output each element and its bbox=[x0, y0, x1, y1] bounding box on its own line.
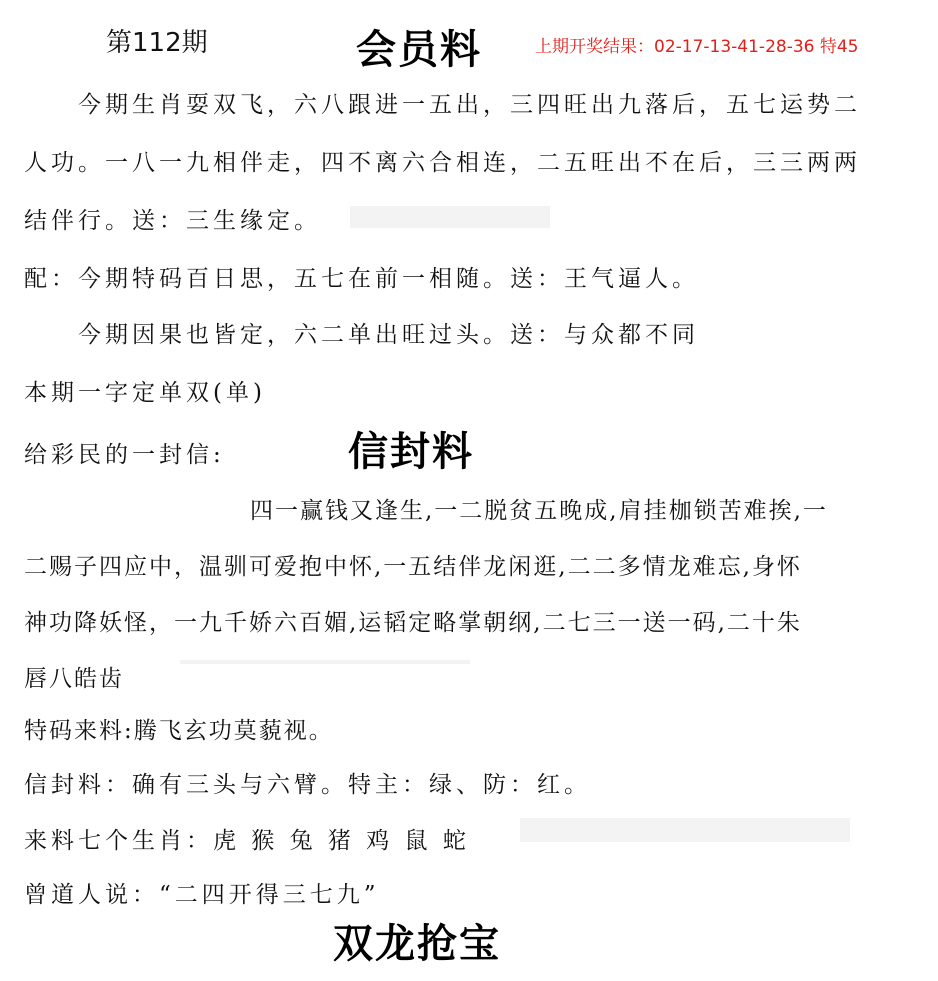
zodiac-list: 来料七个生肖：虎 猴 兔 猪 鸡 鼠 蛇 bbox=[24, 828, 470, 854]
envelope-line-3: 神功降妖怪，一九千娇六百媚,运韬定略掌朝纲,二七三一送一码,二十朱 bbox=[24, 610, 802, 636]
double-dragon-title: 双龙抢宝 bbox=[333, 921, 501, 967]
member-line-2: 人功。一八一九相伴走，四不离六合相连，二五旺出不在后，三三两两 bbox=[24, 150, 861, 176]
smudge-mark bbox=[180, 660, 470, 664]
special-material: 特码来料:腾飞玄功莫藐视。 bbox=[24, 718, 334, 744]
envelope-line-1: 四一赢钱又逢生,一二脱贫五晚成,肩挂枷锁苦难挨,一 bbox=[250, 498, 828, 524]
member-line-4: 配：今期特码百日思，五七在前一相随。送：王气逼人。 bbox=[24, 266, 699, 292]
member-material-title: 会员料 bbox=[356, 27, 482, 73]
envelope-material: 信封料：确有三头与六臂。特主：绿、防：红。 bbox=[24, 772, 591, 798]
member-line-5: 今期因果也皆定，六二单出旺过头。送：与众都不同 bbox=[78, 322, 699, 348]
envelope-line-2: 二赐子四应中，温驯可爱抱中怀,一五结伴龙闲逛,二二多情龙难忘,身怀 bbox=[24, 554, 802, 580]
member-line-3: 结伴行。送：三生缘定。 bbox=[24, 208, 321, 234]
single-double-tip: 本期一字定单双(单) bbox=[24, 380, 266, 406]
envelope-material-title: 信封料 bbox=[348, 429, 474, 475]
smudge-mark bbox=[350, 206, 550, 228]
smudge-mark bbox=[520, 818, 850, 842]
taoist-saying: 曾道人说：“二四开得三七九” bbox=[24, 882, 380, 908]
member-line-1: 今期生肖耍双飞，六八跟进一五出，三四旺出九落后，五七运势二 bbox=[78, 92, 861, 118]
issue-number: 第112期 bbox=[106, 28, 208, 58]
last-draw-result: 上期开奖结果：02-17-13-41-28-36 特45 bbox=[535, 37, 859, 57]
letter-intro: 给彩民的一封信: bbox=[24, 442, 225, 468]
envelope-line-4: 唇八皓齿 bbox=[24, 666, 124, 692]
